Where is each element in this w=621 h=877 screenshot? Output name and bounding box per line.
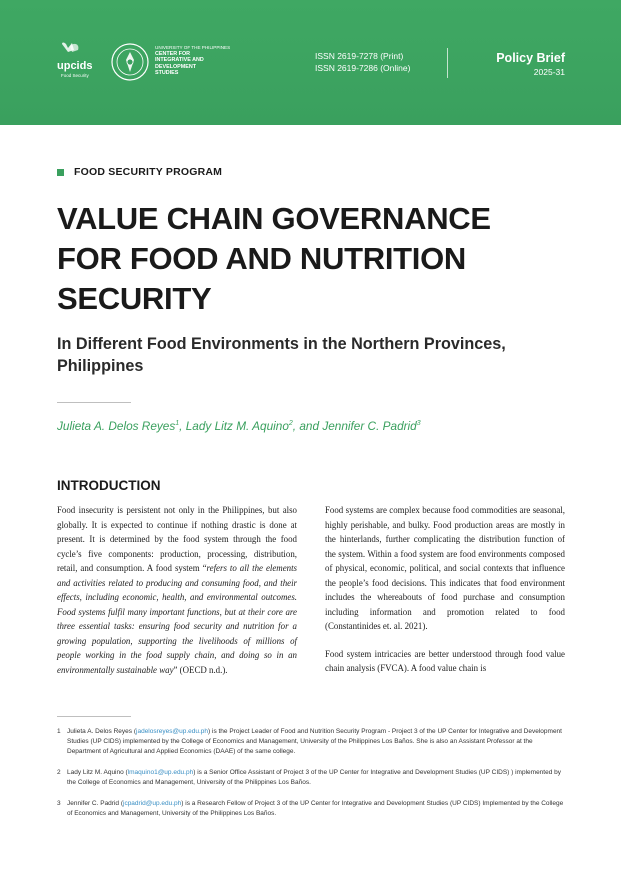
issn-print: ISSN 2619-7278 (Print) <box>315 51 404 61</box>
footnote-2-email[interactable]: lmaquino1@up.edu.ph <box>127 769 194 776</box>
footnote-3 <box>57 799 567 819</box>
footnote-3-email[interactable]: jcpadrid@up.edu.ph <box>123 800 182 807</box>
footnote-1 <box>57 727 567 757</box>
doc-number: 2025-31 <box>533 67 565 77</box>
body-column-right <box>325 503 565 689</box>
author-3: Jennifer C. Padrid <box>322 419 417 433</box>
footnote-1-pre: Julieta A. Delos Reyes ( <box>67 728 137 735</box>
section-heading-introduction: INTRODUCTION <box>57 478 161 493</box>
up-seal-logo <box>110 42 150 82</box>
subtitle-line-2: Philippines <box>57 357 144 375</box>
issn-online: ISSN 2619-7286 (Online) <box>315 63 411 73</box>
author-1-sup: 1 <box>175 420 180 428</box>
footnote-1-email[interactable]: jadelosreyes@up.edu.ph <box>136 728 209 735</box>
author-sep-2: , and <box>292 419 323 433</box>
page-title <box>57 199 577 319</box>
footnote-3-number: 3 <box>57 800 61 807</box>
subtitle-line-1: In Different Food Environments in the Northern Provinces, <box>57 335 506 353</box>
doc-type: Policy Brief <box>496 51 565 65</box>
footnote-2-text <box>67 768 567 788</box>
program-square-icon <box>57 169 64 176</box>
title-line-1: VALUE CHAIN GOVERNANCE <box>57 201 491 236</box>
cids-logo-text <box>155 45 245 76</box>
intro-p1-text-b: ” (OECD n.d.). <box>173 664 228 675</box>
footnote-3-pre: Jennifer C. Padrid ( <box>67 800 123 807</box>
logo-org-line1: UNIVERSITY OF THE PHILIPPINES <box>155 45 231 50</box>
footnote-2-post: ) is a Senior Office Assistant of Project 3 of the UP Center for Integrative and Development Studies (UP CIDS) ) implemented by the College of Economics and Management, University of the Philippines Los Baños. <box>67 769 562 786</box>
header-banner <box>0 0 621 125</box>
policy-brief-label <box>496 50 565 78</box>
intro-paragraph-2: Food systems are complex because food commodities are seasonal, highly perishable, and bulky. Food production areas are mostly in the hinterlands, further complicating the distribution function of the system. Within a food system are food environments composed of physical, economic, political, and social contexts that influence the people’s food decisions. This indicates that food environment includes the whereabouts of food purchase and consumption including information and promotion related to food (Constantinides et. al. 2021). <box>325 505 565 631</box>
upcids-logo-sub: Food Security <box>61 73 89 78</box>
author-2: Lady Litz M. Aquino <box>185 419 289 433</box>
author-sep-1: , <box>179 419 186 433</box>
logo-org-line4: DEVELOPMENT <box>155 63 197 70</box>
intro-paragraph-3: Food system intricacies are better understood through food value chain analysis (FVCA). A food value chain is <box>325 648 565 673</box>
title-line-2: FOR FOOD AND NUTRITION <box>57 241 466 276</box>
program-label <box>57 166 222 178</box>
intro-p1-quote: refers to all the elements and activities related to producing and consuming food, and their effects, including economic, health, and environmental outcomes. Food systems fulfil many important functions, but at their core are three essential tasks: ensuring food security and nutrition for a growing population, supporting the livelihoods of millions of people working in the food supply chain, and doing so in an environmentally sustainable way <box>57 563 298 675</box>
footnote-1-number: 1 <box>57 728 61 735</box>
body-column-left <box>57 503 297 690</box>
author-2-sup: 2 <box>288 420 293 428</box>
logo-org-line3: INTEGRATIVE AND <box>155 57 204 64</box>
author-1: Julieta A. Delos Reyes <box>57 419 176 433</box>
footnote-1-post: ) is the Project Leader of Food and Nutrition Security Program - Project 3 of the UP Center for Integrative and Development Studies (UP CIDS) implemented by the College of Economics and Management, University of the Philippines Los Baños. She is also an Assistant Professor at the Department of Agricultural and Applied Economics (DAAE) of the same college. <box>67 728 562 755</box>
logo-org-line2: CENTER FOR <box>155 51 191 58</box>
footnote-2-number: 2 <box>57 769 61 776</box>
title-line-3: SECURITY <box>57 281 212 316</box>
upcids-logo <box>56 42 98 82</box>
footnote-2-pre: Lady Litz M. Aquino ( <box>67 769 128 776</box>
intro-paragraph-1 <box>57 503 297 677</box>
page-subtitle <box>57 333 577 377</box>
intro-p1-text-a: Food insecurity is persistent not only in the Philippines, but also globally. It is expected to continue if nothing drastic is done at present. It is determined by the food system through the food cycle’s five components: production, processing, distribution, retail, and consumption. A food system “ <box>57 505 297 573</box>
footnote-3-text <box>67 799 567 819</box>
issn-block <box>315 50 410 74</box>
author-3-sup: 3 <box>416 420 421 428</box>
upcids-logo-text: upcids <box>57 60 93 72</box>
title-divider <box>57 402 131 403</box>
logo-org-line5: STUDIES <box>155 69 179 76</box>
author-list <box>57 419 421 433</box>
header-divider <box>447 48 448 78</box>
footnote-divider <box>57 716 131 717</box>
footnote-3-post: ) is a Research Fellow of Project 3 of the UP Center for Integrative and Development Studies (UP CIDS) Implemented by the College of Economics and Management, University of the Philippines Los Baños. <box>67 800 564 817</box>
footnote-2 <box>57 768 567 788</box>
footnote-1-text <box>67 727 567 757</box>
program-name: FOOD SECURITY PROGRAM <box>74 166 223 178</box>
